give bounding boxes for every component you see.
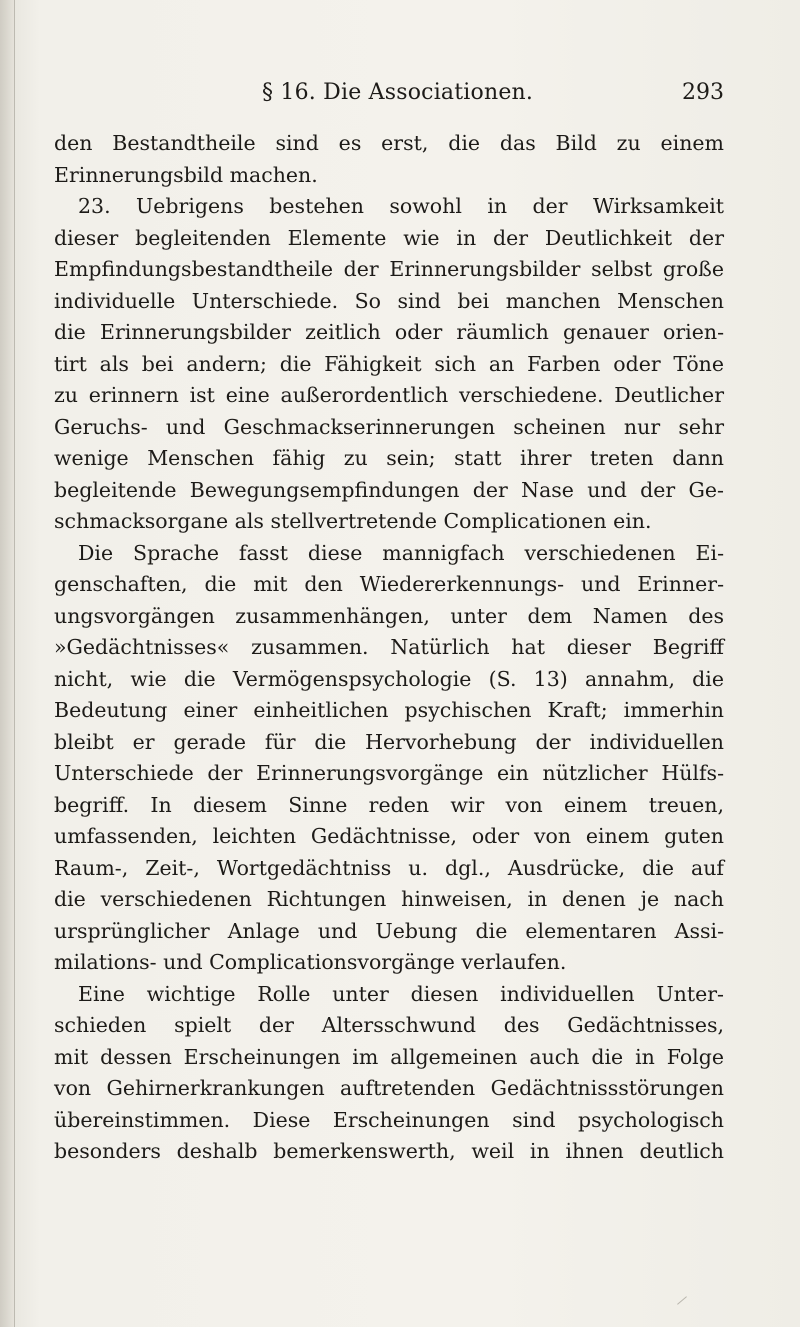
pencil-mark (677, 1296, 687, 1304)
text-line: »Gedächtnisses« zusammen. Natürlich hat dieser Begriff (54, 635, 724, 659)
text-line: ungsvorgängen zusammenhängen, unter dem Namen des (54, 603, 724, 628)
page-number: 293 (682, 80, 724, 105)
text-line: zu erinnern ist eine außerordentlich verschiedene. Deutlicher (54, 383, 724, 407)
text-line: nicht, wie die Vermögenspsychologie (S. 13) annahm, die (54, 666, 724, 691)
text-line: tirt als bei andern; die Fähigkeit sich an Farben oder Töne (54, 351, 724, 376)
text-line: besonders deshalb bemerkenswerth, weil in ihnen deutlich (54, 1139, 724, 1163)
body-text (54, 128, 724, 1168)
text-line: individuelle Unterschiede. So sind bei manchen Menschen (54, 288, 724, 313)
text-line: bleibt er gerade für die Hervorhebung der individuellen (54, 729, 724, 754)
binding-edge (14, 0, 15, 1327)
text-line: den Bestandtheile sind es erst, die das Bild zu einem (54, 131, 724, 155)
text-line: Eine wichtige Rolle unter diesen individuellen Unter- (78, 981, 724, 1006)
text-line: schmacksorgane als stellvertretende Complicationen ein. (54, 509, 652, 533)
running-head: § 16. Die Associationen. (262, 80, 534, 105)
text-line: 23. Uebrigens bestehen sowohl in der Wirksamkeit (78, 194, 724, 218)
text-line: von Gehirnerkrankungen auftretenden Gedächtnissstörungen (54, 1076, 724, 1100)
text-line: genschaften, die mit den Wiedererkennungs- und Erinner- (54, 572, 724, 596)
text-line: ursprünglicher Anlage und Uebung die elementaren Assi- (54, 918, 724, 943)
text-line: umfassenden, leichten Gedächtnisse, oder von einem guten (54, 824, 724, 848)
text-line: wenige Menschen fähig zu sein; statt ihrer treten dann (54, 446, 724, 470)
text-line: die Erinnerungsbilder zeitlich oder räumlich genauer orien- (54, 320, 724, 344)
text-line: Unterschiede der Erinnerungsvorgänge ein nützlicher Hülfs- (54, 761, 724, 785)
text-line: begleitende Bewegungsempfindungen der Nase und der Ge- (54, 477, 724, 502)
text-line: dieser begleitenden Elemente wie in der Deutlichkeit der (54, 225, 724, 250)
text-line: milations- und Complicationsvorgänge verlaufen. (54, 950, 567, 974)
text-line: Raum-, Zeit-, Wortgedächtniss u. dgl., Ausdrücke, die auf (54, 855, 724, 880)
text-line: mit dessen Erscheinungen im allgemeinen auch die in Folge (54, 1044, 724, 1069)
text-line: übereinstimmen. Diese Erscheinungen sind psychologisch (54, 1107, 724, 1132)
text-line: Die Sprache fasst diese mannigfach verschiedenen Ei- (78, 540, 724, 565)
text-line: Geruchs- und Geschmackserinnerungen scheinen nur sehr (54, 414, 724, 439)
binding-shadow (0, 0, 14, 1327)
text-line: Bedeutung einer einheitlichen psychischen Kraft; immerhin (54, 698, 724, 722)
text-line: die verschiedenen Richtungen hinweisen, in denen je nach (54, 887, 724, 911)
text-line: Empfindungsbestandtheile der Erinnerungsbilder selbst große (54, 257, 724, 281)
text-line: schieden spielt der Altersschwund des Gedächtnisses, (54, 1013, 724, 1037)
text-line: begriff. In diesem Sinne reden wir von einem treuen, (54, 792, 724, 817)
text-line: Erinnerungsbild machen. (54, 162, 318, 187)
